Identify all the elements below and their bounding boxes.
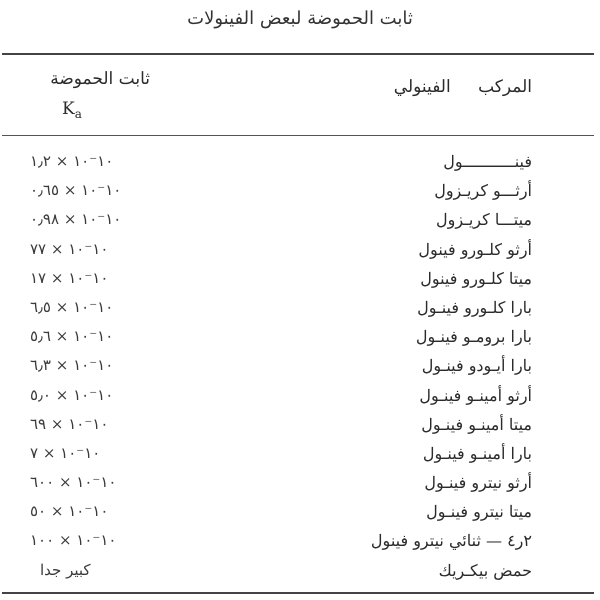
table-row	[2, 413, 594, 442]
compound-name: ميتا كلـورو فينول	[420, 268, 532, 288]
table-row	[2, 208, 594, 237]
table-row	[2, 267, 594, 296]
header-acidity-constant: ثابت الحموضة	[50, 69, 150, 89]
table-row	[2, 529, 594, 558]
table-row	[2, 354, 594, 383]
acidity-value: ١٠⁻١٠ × ٦٫٣	[30, 356, 114, 375]
acidity-value: ١٠⁻١٠ × ٧	[30, 443, 101, 462]
compound-name: ميتا نيترو فينـول	[426, 502, 532, 522]
compound-name: أرثو نيترو فينـول	[424, 473, 532, 493]
acidity-value: ١٠⁻١٠ × ٦٠٠	[30, 473, 117, 492]
table-row	[2, 471, 594, 500]
compound-name: فينـــــــــــول	[443, 152, 532, 171]
compound-name: ٢ر٤ — ثنائي نيترو فينول	[370, 531, 532, 551]
acidity-value: ١٠⁻١٠ × ٦٫٥	[30, 297, 114, 316]
table-row	[2, 442, 594, 471]
acidity-value: ١٠⁻١٠ × ٧٧	[30, 239, 109, 258]
compound-name: أرثو أمينـو فينـول	[419, 385, 532, 405]
acidity-value: ١٠⁻١٠ × ٠٫٦٥	[30, 181, 122, 200]
table-row	[2, 179, 594, 208]
compound-name: بارا كلـورو فينـول	[417, 297, 532, 317]
table-row	[2, 238, 594, 267]
compound-name: بارا أمينـو فينـول	[422, 443, 532, 463]
acidity-value: كبير جدا	[40, 560, 91, 579]
compound-name: حمض بيكـريك	[438, 560, 532, 580]
compound-name: بارا برومـو فينـول	[415, 327, 532, 347]
header-ka-symbol	[62, 99, 82, 119]
table-row	[2, 559, 594, 588]
acidity-value: ١٠⁻١٠ × ٠٫٩٨	[30, 210, 122, 229]
table-row	[2, 325, 594, 354]
table-row	[2, 384, 594, 413]
acidity-value: ١٠⁻١٠ × ٥٫٦	[30, 327, 114, 346]
ka-subscript: a	[74, 107, 82, 121]
acidity-value: ١٠⁻١٠ × ١٠٠	[30, 531, 117, 550]
table-header	[2, 55, 594, 136]
acidity-value: ١٠⁻١٠ × ٥٠	[30, 502, 109, 521]
table-row	[2, 296, 594, 325]
acidity-table	[2, 53, 594, 594]
compound-name: ميتـــا كريـزول	[435, 210, 532, 230]
acidity-value: ١٠⁻١٠ × ٥٫٠	[30, 385, 114, 404]
header-phenolic-compound: المركب الفينولي	[393, 77, 532, 97]
table-body	[2, 150, 594, 588]
compound-name: بارا أيـودو فينـول	[421, 356, 532, 376]
ka-letter: K	[62, 99, 75, 119]
page-title: ثابت الحموضة لبعض الفينولات	[187, 8, 413, 29]
table-row	[2, 150, 594, 179]
compound-name: ميتا أمينـو فينـول	[421, 414, 532, 434]
compound-name: أرثو كلـورو فينول	[418, 239, 532, 259]
acidity-value: ١٠⁻١٠ × ١٧	[30, 268, 109, 287]
acidity-value: ١٠⁻١٠ × ٦٩	[30, 414, 109, 433]
compound-name: أرثـــو كريـزول	[434, 181, 532, 201]
acidity-value: ١٠⁻١٠ × ١٫٢	[30, 152, 114, 170]
table-row	[2, 500, 594, 529]
